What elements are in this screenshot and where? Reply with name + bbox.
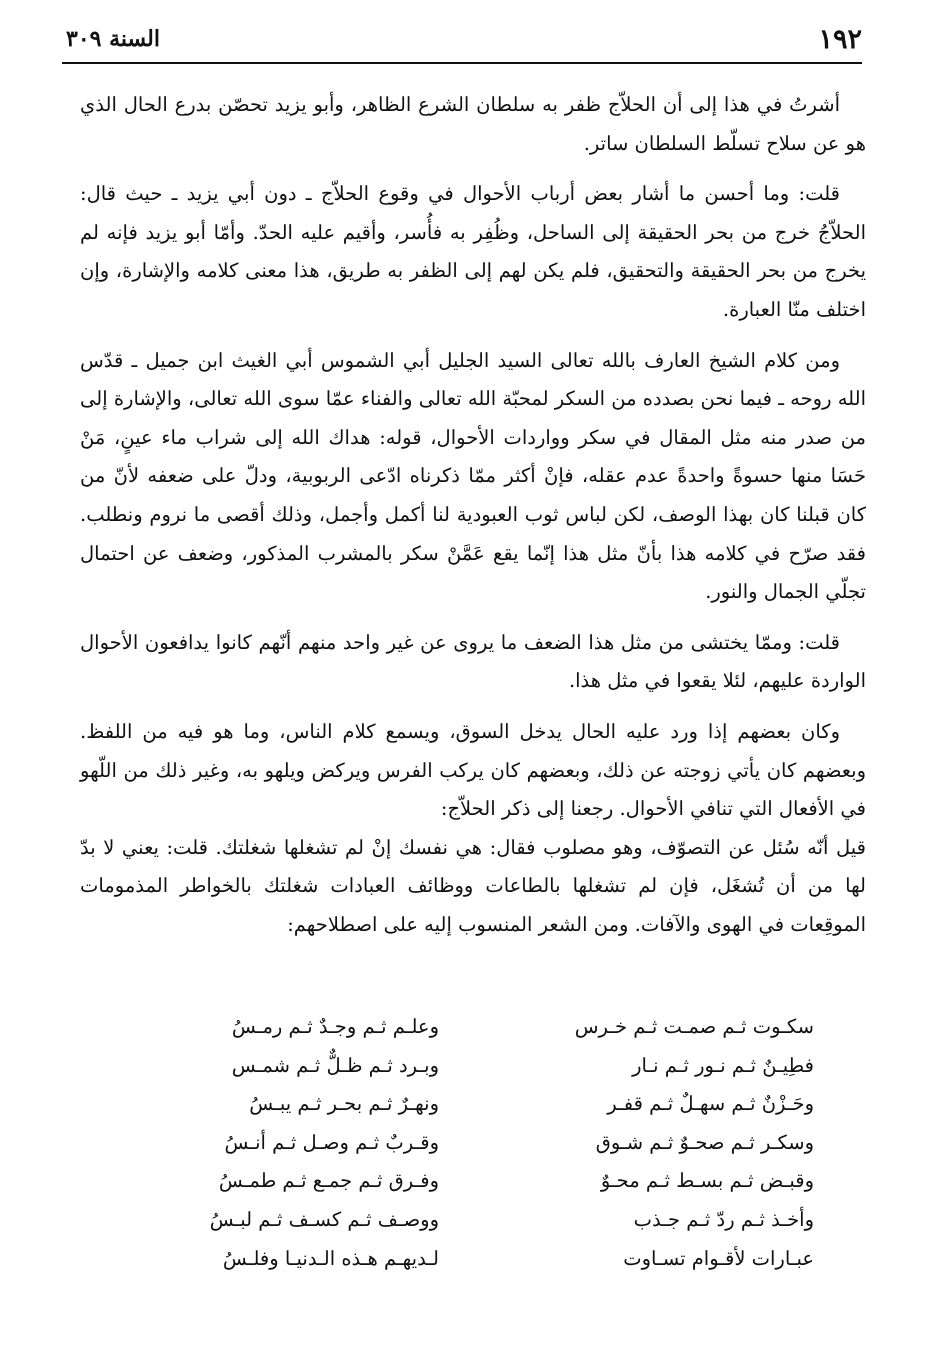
poem-verse: [134, 1047, 814, 1086]
paragraph: قيل أنّه سُئل عن التصوّف، وهو مصلوب فقال: هي نفسك إنْ لم تشغلها شغلتك. قلت: يعني لا بدّ لها من أن تُشغَل، فإن لم تشغلها بالطاعات ووظائف العبادات شغلتك بالخواطر المذمومات الموقِعات في الهوى والآفات. ومن الشعر المنسوب إليه على اصطلاحهم:: [80, 835, 866, 936]
paragraph: وكان بعضهم إذا ورد عليه الحال يدخل السوق، ويسمع كلام الناس، وما هو فيه من اللفظ. وبعضهم كان يأتي زوجته عن ذلك، وبعضهم كان يركب الفرس ويركض ويلهو به، وغير ذلك من اللّهو في الأفعال التي تنافي الأحوال. رجعنا إلى ذكر الحلاّج:: [80, 719, 866, 821]
verse-first-hemistich: فطِيـنٌ ثـم نـور ثـم نـار: [632, 1053, 814, 1077]
verse-second-hemistich: وبـرد ثـم ظـلٌّ ثـم شمـس: [231, 1053, 439, 1077]
verse-second-hemistich: ونهـرٌ ثـم بحـر ثـم يبـسُ: [249, 1092, 439, 1116]
page-header: [62, 22, 862, 64]
paragraph: ومن كلام الشيخ العارف بالله تعالى السيد الجليل أبي الشموس أبي الغيث ابن جميل ـ قدّس الله روحه ـ فيما نحن بصدده من السكر لمحبّة الله تعالى والفناء عمّا سوى الله تعالى، والإشارة إلى من صدر منه مثل المقال في سكر وواردات الأحوال، قوله: هداك الله إلى شراب ماء عينٍ، مَنْ حَسَا منها حسوةً واحدةً عدم عقله، فإنْ أكثر ممّا ذكرناه ادّعى الربوبية، ودلّ على ضعفه لأنّ من كان قبلنا كان بهذا الوصف، لكن لباس ثوب العبودية لنا أكمل وأجمل، وذلك أقصى ما نروم ونطلب. فقد صرّح في كلامه هذا بأنّ مثل هذا إنّما يقع عَمَّنْ سكر بالمشرب المذكور، وضعف عن احتمال تجلّي الجمال والنور.: [80, 348, 866, 604]
poem-verse: [134, 1008, 814, 1047]
paragraph: قلت: وما أحسن ما أشار بعض أرباب الأحوال في وقوع الحلاّج ـ دون أبي يزيد ـ حيث قال: الحلاّجُ خرج من بحر الحقيقة إلى الساحل، وظُفِر به فأُسر، وأقيم عليه الحدّ. وأمّا أبو يزيد فإنه لم يخرج من بحر الحقيقة والتحقيق، فلم يكن لهم إلى الظفر به طريق، هذا معنى كلامه والإشارة، وإن اختلف منّا العبارة.: [80, 182, 866, 321]
verse-first-hemistich: وقبـض ثـم بسـط ثـم محـوٌ: [600, 1169, 814, 1193]
poem-verse: [134, 1124, 814, 1163]
paragraph: قلت: وممّا يختشى من مثل هذا الضعف ما يروى عن غير واحد منهم أنّهم كانوا يدافعون الأحوال الواردة عليهم، لئلا يقعوا في مثل هذا.: [80, 630, 866, 693]
verse-second-hemistich: وقـربٌ ثـم وصـل ثـم أنـسُ: [224, 1130, 439, 1154]
page-number: ١٩٢: [818, 24, 862, 55]
poem-verse: [134, 1085, 814, 1124]
paragraph: أشرتُ في هذا إلى أن الحلاّج ظفر به سلطان الشرع الظاهر، وأبو يزيد تحصّن بدرع الحال الذي هو عن سلاح تسلّط السلطان ساتر.: [80, 93, 866, 155]
verse-second-hemistich: وفـرق ثـم جمـع ثـم طمـسُ: [218, 1169, 439, 1193]
verse-second-hemistich: لـديهـم هـذه الـدنيـا وفلـسُ: [222, 1246, 439, 1270]
body-text: [80, 86, 866, 956]
poem-verse: [134, 1201, 814, 1240]
verse-first-hemistich: وسكـر ثـم صحـوٌ ثـم شـوق: [595, 1130, 814, 1154]
poem-verse: [134, 1162, 814, 1201]
verse-second-hemistich: ووصـف ثـم كسـف ثـم لبـسُ: [209, 1207, 439, 1231]
running-head: السنة ٣٠٩: [66, 26, 160, 52]
verse-first-hemistich: عبـارات لأقـوام تسـاوت: [623, 1246, 814, 1270]
poem: [134, 1008, 814, 1278]
verse-first-hemistich: وحَـزْنٌ ثـم سهـلٌ ثـم قفـر: [607, 1092, 814, 1116]
verse-second-hemistich: وعلـم ثـم وجـدٌ ثـم رمـسُ: [231, 1015, 439, 1038]
poem-verse: [134, 1240, 814, 1279]
verse-first-hemistich: وأخـذ ثـم ردّ ثـم جـذب: [633, 1207, 814, 1231]
verse-first-hemistich: سكـوت ثـم صمـت ثـم خـرس: [574, 1015, 814, 1038]
